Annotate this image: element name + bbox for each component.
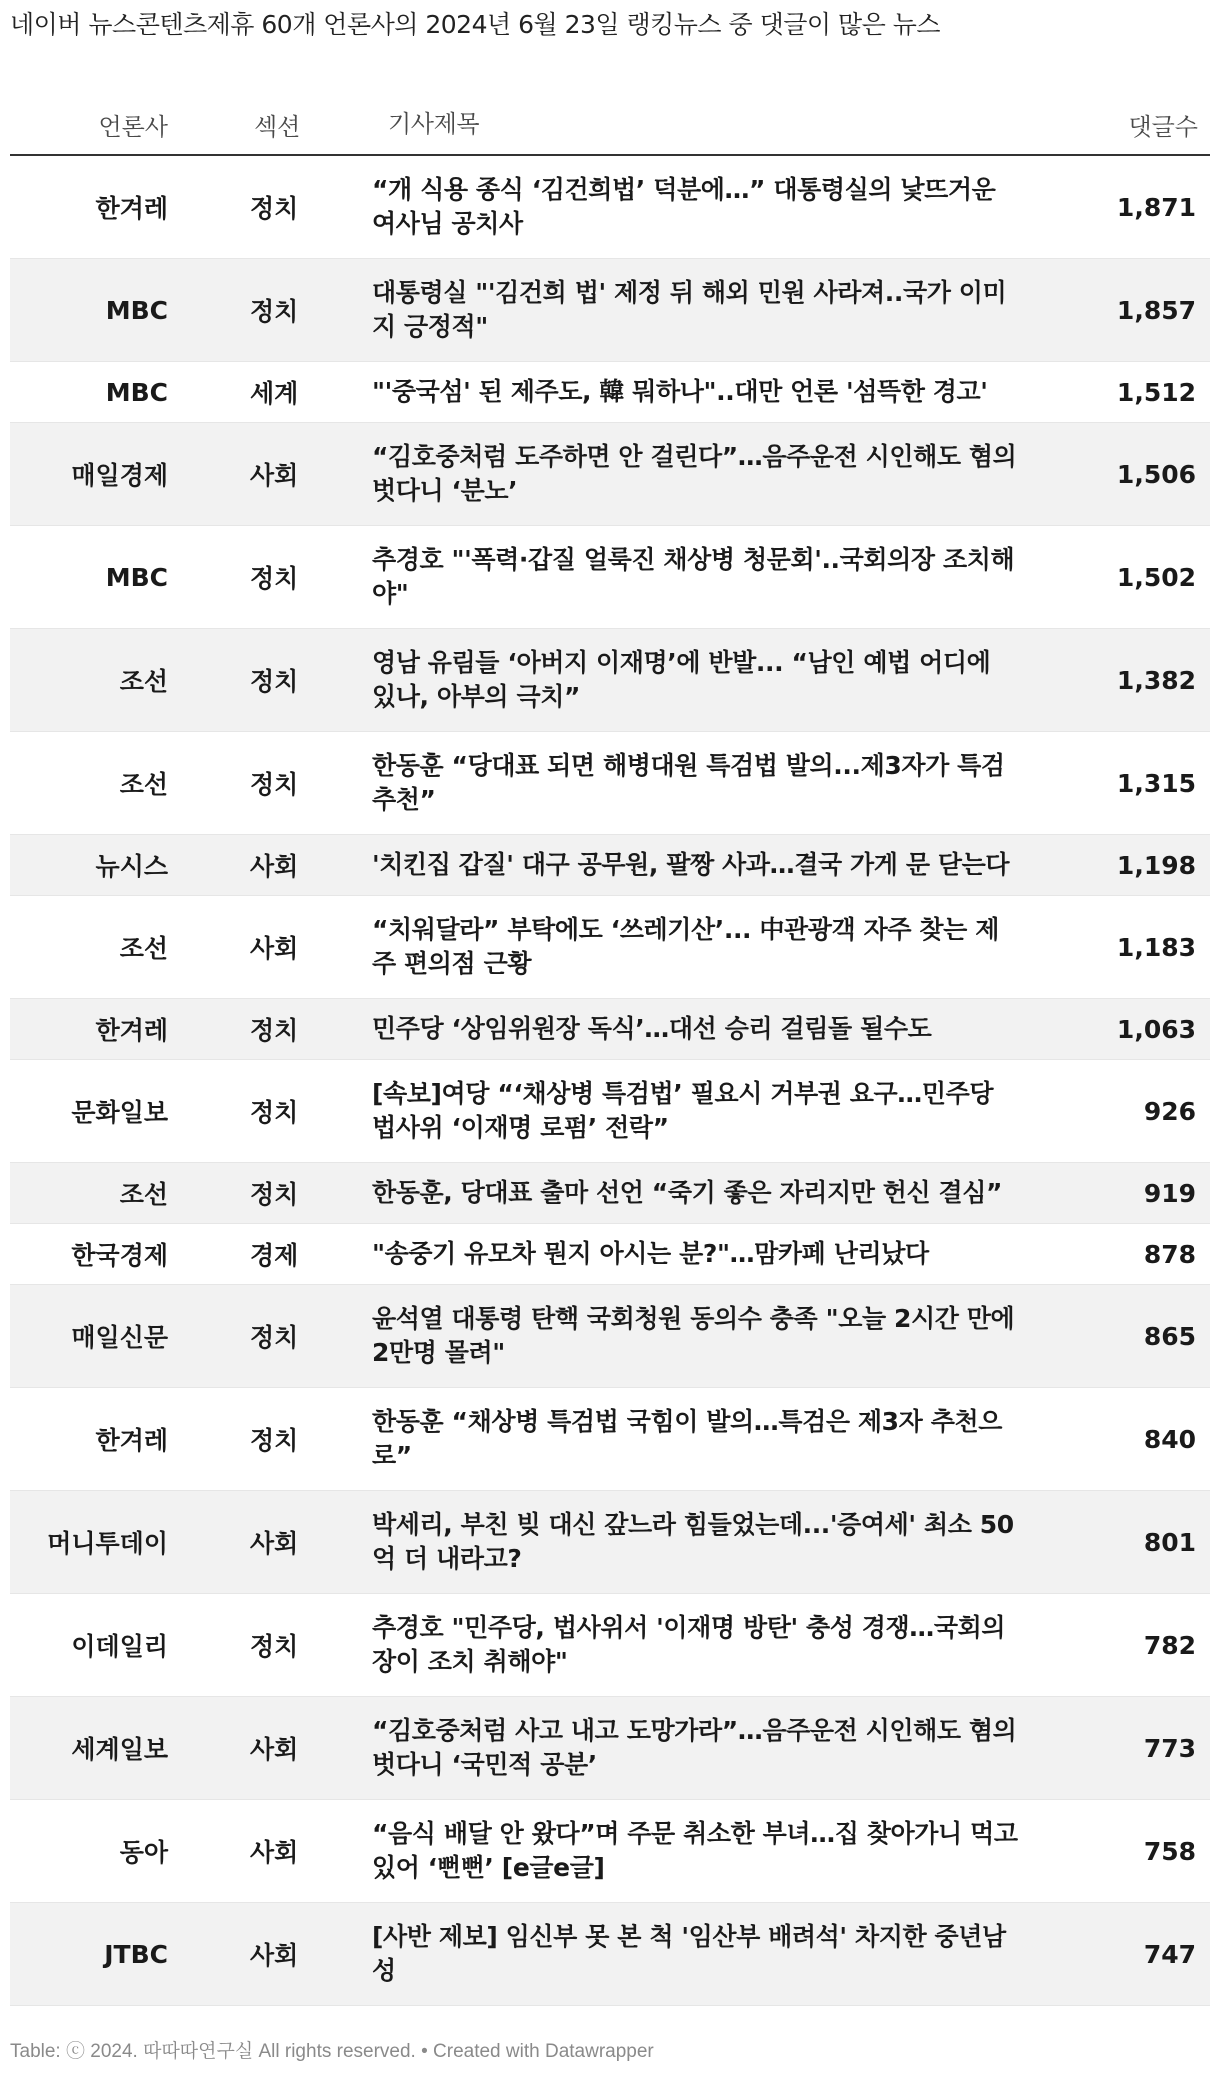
cell-article-title: 박세리, 부친 빚 대신 갚느라 힘들었는데...'증여세' 최소 50억 더 내라고? — [372, 1510, 1014, 1573]
cell-section: 정치 — [250, 1426, 299, 1455]
cell-article-title: 민주당 ‘상임위원장 독식’…대선 승리 걸림돌 될수도 — [372, 1014, 932, 1043]
cell-section: 정치 — [250, 1098, 299, 1127]
cell-media: 조선 — [119, 770, 168, 799]
column-header-title[interactable]: 기사제목 — [388, 110, 480, 138]
cell-article-title: 추경호 "민주당, 법사위서 '이재명 방탄' 충성 경쟁…국회의장이 조치 취해야" — [372, 1613, 1006, 1676]
table-row — [10, 1285, 1210, 1388]
cell-section: 정치 — [250, 770, 299, 799]
cell-article-title: '치킨집 갑질' 대구 공무원, 팔짱 사과…결국 가게 문 닫는다 — [372, 850, 1010, 879]
cell-article-title: 영남 유림들 ‘아버지 이재명’에 반발... “남인 예법 어디에 있나, 아부의 극치” — [372, 648, 991, 711]
cell-media: 문화일보 — [71, 1098, 168, 1127]
cell-section: 정치 — [250, 1180, 299, 1209]
cell-comment-count: 1,315 — [1116, 768, 1196, 798]
footer-credit: Table: ⓒ 2024. 따따따연구실 All rights reserved. • Created with Datawrapper — [10, 2041, 654, 2062]
cell-section: 정치 — [250, 194, 299, 223]
table-row — [10, 1224, 1210, 1285]
cell-comment-count: 840 — [1143, 1424, 1196, 1454]
table-row — [10, 999, 1210, 1060]
cell-section: 경제 — [250, 1241, 299, 1270]
cell-section: 사회 — [250, 1529, 299, 1558]
table-row — [10, 835, 1210, 896]
cell-comment-count: 801 — [1143, 1527, 1196, 1557]
cell-article-title: 한동훈 “당대표 되면 해병대원 특검법 발의...제3자가 특검 추천” — [372, 751, 1005, 814]
page-title: 네이버 뉴스콘텐츠제휴 60개 언론사의 2024년 6월 23일 랭킹뉴스 중 댓글이 많은 뉴스 — [10, 10, 941, 39]
cell-comment-count: 919 — [1143, 1178, 1196, 1208]
cell-article-title: 한동훈, 당대표 출마 선언 “죽기 좋은 자리지만 헌신 결심” — [372, 1178, 1003, 1207]
cell-section: 사회 — [250, 852, 299, 881]
cell-media: MBC — [105, 377, 168, 407]
column-header-media[interactable]: 언론사 — [98, 112, 168, 141]
cell-comment-count: 865 — [1143, 1321, 1196, 1351]
column-header-section[interactable]: 섹션 — [254, 112, 301, 141]
table-row — [10, 1163, 1210, 1224]
column-header-comments[interactable]: 댓글수 — [1128, 112, 1198, 141]
table-row — [10, 1903, 1210, 2006]
cell-media: 한겨레 — [95, 1016, 168, 1045]
cell-comment-count: 926 — [1143, 1096, 1196, 1126]
table-row — [10, 1060, 1210, 1163]
cell-media: 조선 — [119, 934, 168, 963]
cell-section: 정치 — [250, 1632, 299, 1661]
cell-section: 사회 — [250, 1941, 299, 1970]
cell-media: 조선 — [119, 667, 168, 696]
cell-section: 세계 — [250, 379, 299, 408]
cell-media: MBC — [105, 295, 168, 325]
cell-article-title: "송중기 유모차 뭔지 아시는 분?"…맘카페 난리났다 — [372, 1239, 929, 1268]
cell-comment-count: 747 — [1143, 1939, 1196, 1969]
cell-media: JTBC — [104, 1939, 168, 1969]
cell-media: 매일신문 — [71, 1323, 168, 1352]
cell-article-title: 추경호 "'폭력·갑질 얼룩진 채상병 청문회'..국회의장 조치해야" — [372, 545, 1015, 608]
cell-media: 한겨레 — [95, 1426, 168, 1455]
cell-comment-count: 878 — [1143, 1239, 1196, 1269]
cell-media: 머니투데이 — [47, 1529, 168, 1558]
cell-comment-count: 773 — [1143, 1733, 1196, 1763]
table-row — [10, 1594, 1210, 1697]
cell-comment-count: 1,502 — [1116, 562, 1196, 592]
cell-media: 매일경제 — [71, 461, 168, 490]
table-row — [10, 896, 1210, 999]
cell-comment-count: 1,183 — [1116, 932, 1196, 962]
cell-comment-count: 1,871 — [1116, 192, 1196, 222]
cell-section: 정치 — [250, 1323, 299, 1352]
cell-comment-count: 1,198 — [1116, 850, 1196, 880]
chart-container — [10, 0, 1210, 42]
cell-comment-count: 758 — [1143, 1836, 1196, 1866]
cell-section: 정치 — [250, 564, 299, 593]
cell-comment-count: 1,857 — [1116, 295, 1196, 325]
cell-article-title: 대통령실 "'김건희 법' 제정 뒤 해외 민원 사라져..국가 이미지 긍정적" — [372, 278, 1007, 341]
table-row — [10, 526, 1210, 629]
cell-article-title: 한동훈 “채상병 특검법 국힘이 발의…특검은 제3자 추천으로” — [372, 1407, 1002, 1470]
table-row — [10, 1388, 1210, 1491]
cell-section: 정치 — [250, 297, 299, 326]
table-row — [10, 156, 1210, 259]
cell-section: 사회 — [250, 1735, 299, 1764]
table-header — [10, 94, 1210, 156]
table-body — [10, 156, 1210, 2006]
table-row — [10, 259, 1210, 362]
cell-article-title: “김호중처럼 도주하면 안 걸린다”…음주운전 시인해도 혐의 벗다니 ‘분노’ — [372, 442, 1017, 505]
cell-article-title: “치워달라” 부탁에도 ‘쓰레기산’... 中관광객 자주 찾는 제주 편의점 근황 — [372, 915, 999, 978]
table-row — [10, 629, 1210, 732]
cell-article-title: “개 식용 종식 ‘김건희법’ 덕분에…” 대통령실의 낯뜨거운 여사님 공치사 — [372, 175, 996, 238]
cell-article-title: “음식 배달 안 왔다”며 주문 취소한 부녀…집 찾아가니 먹고 있어 ‘뻔뻔’ [e글e글] — [372, 1819, 1018, 1882]
table-row — [10, 1800, 1210, 1903]
table-row — [10, 732, 1210, 835]
cell-comment-count: 1,512 — [1116, 377, 1196, 407]
table-row — [10, 1697, 1210, 1800]
cell-section: 정치 — [250, 1016, 299, 1045]
cell-comment-count: 1,063 — [1116, 1014, 1196, 1044]
table-row — [10, 1491, 1210, 1594]
cell-article-title: [속보]여당 “‘채상병 특검법’ 필요시 거부권 요구…민주당 법사위 ‘이재명 로펌’ 전락” — [372, 1079, 994, 1142]
cell-media: 뉴시스 — [95, 852, 168, 881]
cell-article-title: "'중국섬' 된 제주도, 韓 뭐하나"..대만 언론 '섬뜩한 경고' — [372, 377, 988, 406]
cell-media: 한겨레 — [95, 194, 168, 223]
table-row — [10, 423, 1210, 526]
cell-comment-count: 1,382 — [1116, 665, 1196, 695]
cell-comment-count: 1,506 — [1116, 459, 1196, 489]
cell-media: 한국경제 — [71, 1241, 168, 1270]
cell-media: 이데일리 — [71, 1632, 168, 1661]
cell-media: 세계일보 — [71, 1735, 168, 1764]
cell-article-title: “김호중처럼 사고 내고 도망가라”…음주운전 시인해도 혐의 벗다니 ‘국민적 공분’ — [372, 1716, 1017, 1779]
cell-section: 사회 — [250, 934, 299, 963]
cell-article-title: [사반 제보] 임신부 못 본 척 '임산부 배려석' 차지한 중년남성 — [372, 1922, 1006, 1985]
cell-section: 사회 — [250, 1838, 299, 1867]
cell-media: 조선 — [119, 1180, 168, 1209]
cell-article-title: 윤석열 대통령 탄핵 국회청원 동의수 충족 "오늘 2시간 만에 2만명 몰려" — [372, 1304, 1015, 1367]
cell-media: 동아 — [119, 1838, 168, 1867]
cell-comment-count: 782 — [1143, 1630, 1196, 1660]
data-table — [10, 94, 1210, 2006]
table-row — [10, 362, 1210, 423]
cell-section: 사회 — [250, 461, 299, 490]
cell-section: 정치 — [250, 667, 299, 696]
cell-media: MBC — [105, 562, 168, 592]
